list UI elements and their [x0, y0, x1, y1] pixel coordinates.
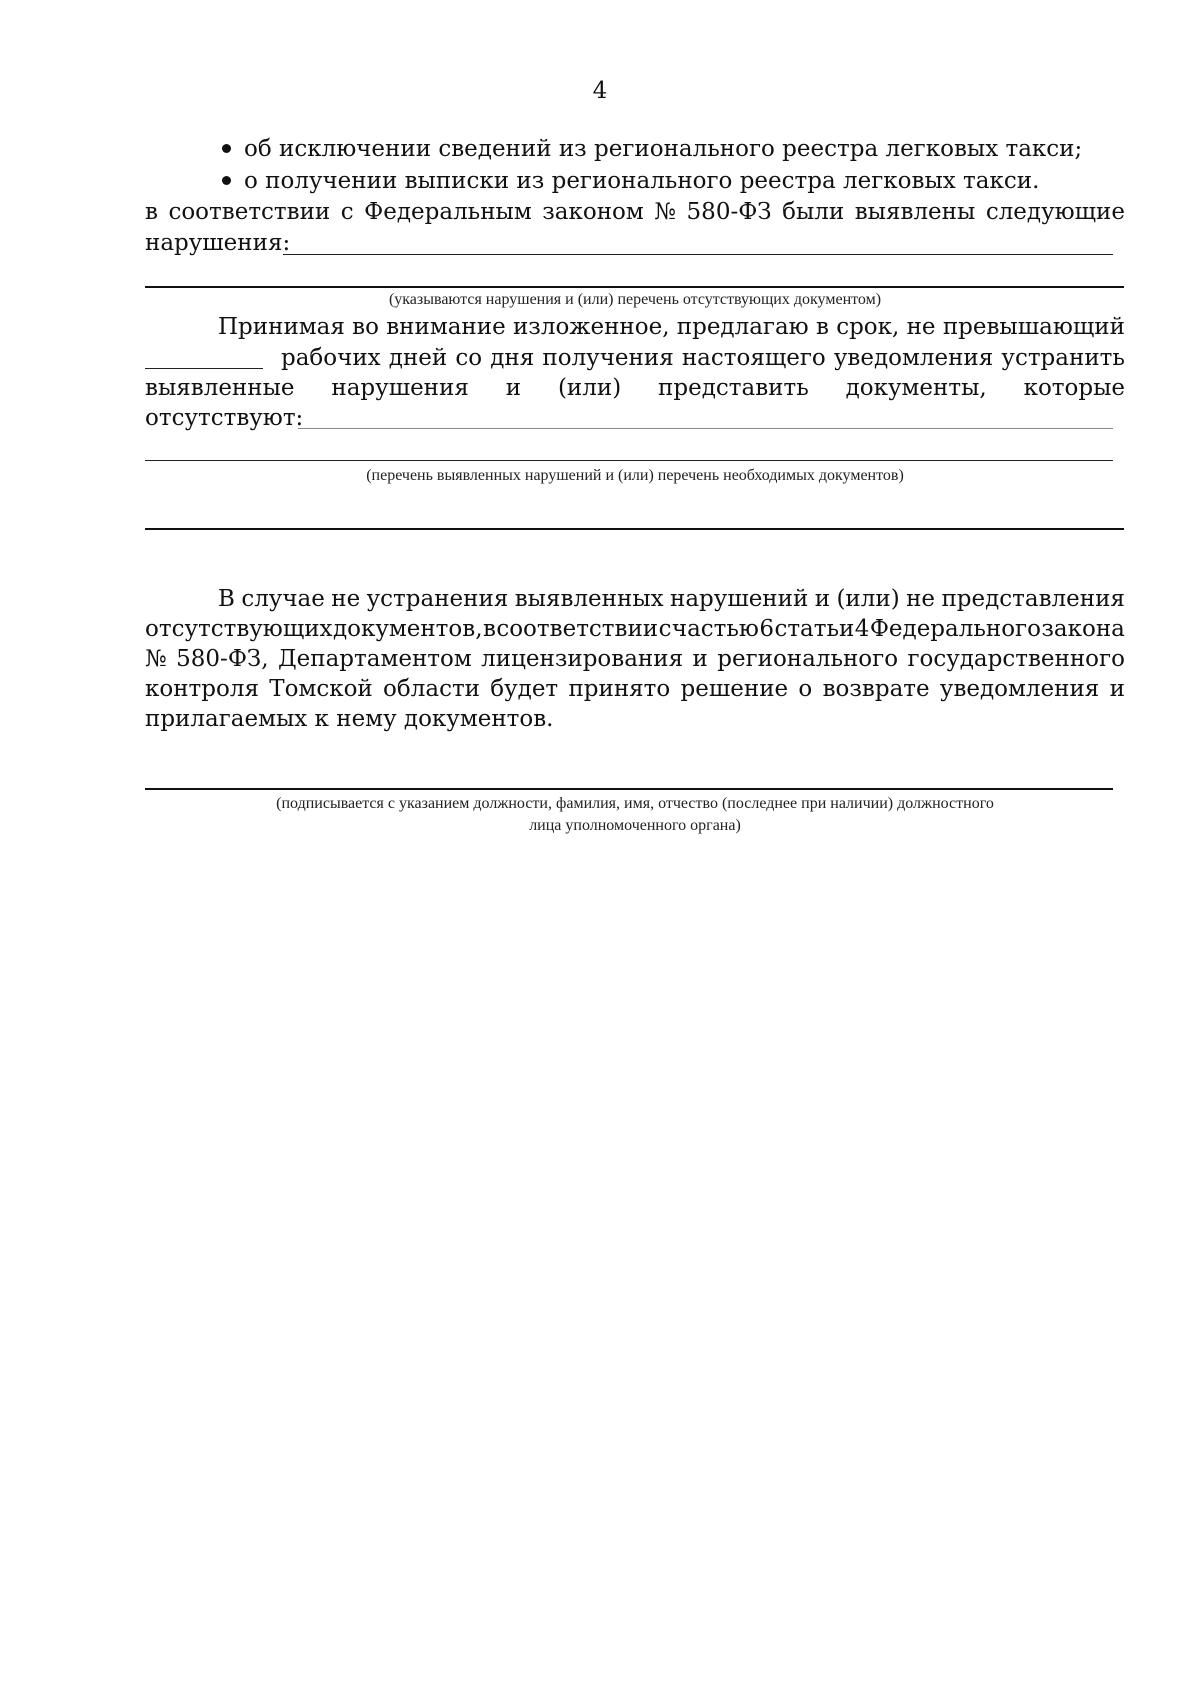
- consequence-last-line: прилагаемых к нему документов.: [145, 706, 554, 732]
- consequence-line-3: [145, 644, 1125, 674]
- word: и: [692, 646, 708, 672]
- missing-docs-fill-line: [298, 428, 1113, 429]
- word: соответствии: [168, 199, 331, 225]
- word: документов,: [332, 616, 483, 642]
- word: получения: [542, 345, 674, 371]
- consequence-paragraph: [145, 584, 1125, 734]
- word: следующие: [985, 199, 1125, 225]
- word: представления: [941, 586, 1125, 612]
- word: о: [798, 676, 813, 702]
- word: контроля: [145, 676, 259, 702]
- word: дня: [490, 345, 535, 371]
- word: (или): [557, 375, 622, 401]
- word: во: [352, 314, 379, 340]
- violations-fill-line: [283, 254, 1113, 255]
- word: изложенное,: [512, 314, 670, 340]
- word: государственного: [907, 646, 1125, 672]
- proposal-line-3: [145, 373, 1125, 403]
- word: 4: [854, 616, 870, 642]
- word: с: [658, 616, 672, 642]
- word: статьи: [774, 616, 855, 642]
- word: устранить: [1001, 345, 1125, 371]
- word: и: [1109, 676, 1125, 702]
- word: настоящего: [681, 345, 826, 371]
- word: будет: [490, 676, 559, 702]
- word: не: [906, 586, 936, 612]
- word: с: [340, 199, 354, 225]
- word: были: [782, 199, 845, 225]
- word: нарушений: [670, 586, 809, 612]
- word: отсутствующих: [145, 616, 333, 642]
- word: выявленные: [145, 375, 295, 401]
- missing-docs-label: отсутствуют:: [145, 405, 304, 431]
- signature-caption-line-1: (подписывается с указанием должности, фамилия, имя, отчество (последнее при наличии) должностного: [276, 795, 994, 812]
- word: возврате: [822, 676, 930, 702]
- word: не: [906, 314, 936, 340]
- violations-label: нарушения:: [145, 230, 291, 256]
- bullet-item-extract: [222, 166, 1039, 196]
- word: Департаментом: [277, 646, 472, 672]
- word: Томской: [269, 676, 373, 702]
- word: 6: [759, 616, 775, 642]
- word: частью: [671, 616, 759, 642]
- word: 580-ФЗ,: [176, 646, 269, 672]
- word: уведомления: [939, 676, 1100, 702]
- word: принято: [568, 676, 671, 702]
- page-number: 4: [592, 78, 608, 104]
- bullet-text: о получении выписки из регионального реестра легковых такси.: [244, 168, 1040, 194]
- word: Федеральным: [364, 199, 532, 225]
- word: устранения: [366, 586, 509, 612]
- word: закона: [1041, 616, 1125, 642]
- consequence-line-2: [145, 614, 1125, 644]
- word: области: [383, 676, 480, 702]
- bullet-item-exclusion: [222, 134, 1082, 164]
- missing-docs-fill-line-2: [145, 460, 1113, 461]
- blank-line: [145, 528, 1124, 530]
- violations-caption: (указываются нарушения и (или) перечень отсутствующих документом): [388, 291, 882, 308]
- word: и: [505, 375, 522, 401]
- proposal-line-1: [218, 312, 1125, 342]
- consequence-line-4: [145, 674, 1125, 704]
- word: и: [814, 586, 831, 612]
- word: законом: [542, 199, 644, 225]
- word: Принимая: [218, 314, 345, 340]
- word: решение: [680, 676, 789, 702]
- word: 580-ФЗ: [686, 199, 772, 225]
- consequence-line-5: [145, 704, 1125, 734]
- word: №: [145, 646, 167, 672]
- word: уведомления: [833, 345, 994, 371]
- signature-line: [145, 788, 1113, 790]
- word: выявлены: [854, 199, 976, 225]
- consequence-line-1: [145, 584, 1125, 614]
- violations-fill-line-2: [145, 286, 1124, 288]
- word: случае: [241, 586, 325, 612]
- word: которые: [1023, 375, 1125, 401]
- word: внимание: [386, 314, 506, 340]
- word: со: [455, 345, 483, 371]
- word: рабочих: [281, 345, 381, 371]
- word: Федерального: [869, 616, 1041, 642]
- list-caption: (перечень выявленных нарушений и (или) перечень необходимых документов): [366, 467, 904, 484]
- word: в: [145, 199, 158, 225]
- days-fill-line: [145, 368, 263, 369]
- word: нарушения: [331, 375, 469, 401]
- word: в: [815, 314, 829, 340]
- word: срок,: [836, 314, 900, 340]
- word: не: [331, 586, 361, 612]
- bullet-icon: [222, 176, 231, 185]
- word: превышающий: [942, 314, 1125, 340]
- proposal-line-2: [281, 343, 1125, 373]
- word: в: [482, 616, 496, 642]
- word: регионального: [717, 646, 899, 672]
- word: документы,: [845, 375, 987, 401]
- word: №: [654, 199, 677, 225]
- word: В: [218, 586, 235, 612]
- word: предлагаю: [676, 314, 809, 340]
- bullet-icon: [222, 144, 231, 153]
- bullet-text: об исключении сведений из регионального реестра легковых такси;: [244, 136, 1083, 162]
- word: соответствии: [496, 616, 659, 642]
- signature-caption: [145, 793, 1125, 837]
- intro-line-1: [145, 197, 1125, 227]
- word: дней: [388, 345, 448, 371]
- word: (или): [836, 586, 900, 612]
- word: выявленных: [514, 586, 664, 612]
- word: представить: [658, 375, 809, 401]
- signature-caption-line-2: лица уполномоченного органа): [529, 817, 741, 834]
- word: лицензирования: [481, 646, 684, 672]
